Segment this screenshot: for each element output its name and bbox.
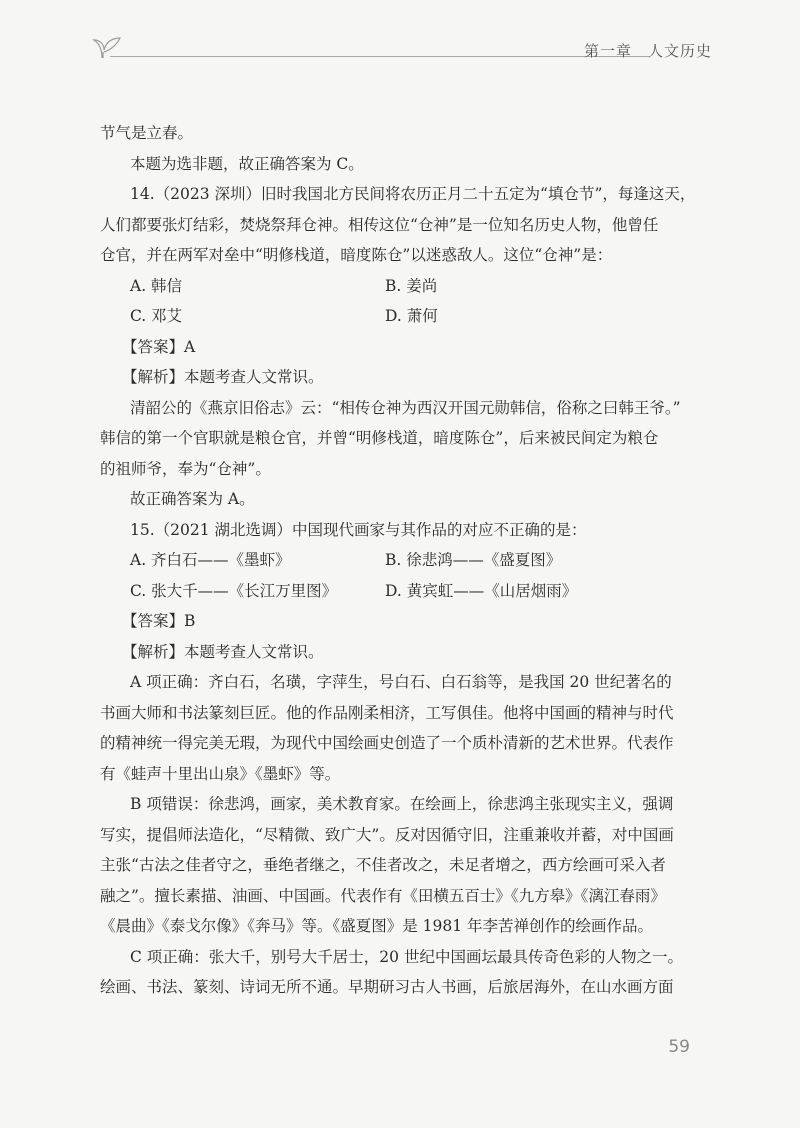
- option-c: C. 邓艾: [130, 307, 183, 325]
- text-line: 的祖师爷，奉为“仓神”。: [100, 459, 271, 478]
- text-line: B 项错误：徐悲鸿，画家，美术教育家。在绘画上，徐悲鸿主张现实主义，强调: [130, 795, 674, 813]
- text-line: 《晨曲》《泰戈尔像》《奔马》等。《盛夏图》是 1981 年李苦禅创作的绘画作品。: [100, 917, 654, 935]
- option-d: D. 黄宾虹——《山居烟雨》: [385, 581, 578, 600]
- text-line: 人们都要张灯结彩，焚烧祭拜仓神。相传这位“仓神”是一位知名历史人物，他曾任: [100, 215, 659, 234]
- option-c: C. 张大千——《长江万里图》: [130, 581, 338, 600]
- text-line: 有《蛙声十里出山泉》《墨虾》等。: [100, 764, 341, 783]
- text-line: 韩信的第一个官职就是粮仓官，并曾“明修栈道，暗度陈仓”，后来被民间定为粮仓: [100, 429, 659, 447]
- text-line: 节气是立春。: [100, 124, 194, 142]
- text-line: 的精神统一得完美无瑕，为现代中国绘画史创造了一个质朴清新的艺术世界。代表作: [100, 734, 674, 752]
- option-row: [100, 576, 700, 607]
- analysis-label: 【解析】本题考查人文常识。: [122, 642, 324, 661]
- header-rule: [110, 56, 650, 57]
- analysis-label: 【解析】本题考查人文常识。: [122, 368, 324, 386]
- page-content: [100, 118, 700, 1003]
- page-number: 59: [668, 1037, 690, 1057]
- option-row: [100, 271, 700, 302]
- question-14: 14.（2023 深圳）旧时我国北方民间将农历正月二十五定为“填仓节”，每逢这天，: [130, 185, 696, 203]
- text-line: 写实，提倡师法造化，“尽精微、致广大”。反对因循守旧，注重兼收并蓄，对中国画: [100, 825, 674, 844]
- text-line: A 项正确：齐白石，名璜，字萍生，号白石、白石翁等，是我国 20 世纪著名的: [130, 673, 672, 691]
- option-row: [100, 301, 700, 332]
- question-15: 15.（2021 湖北选调）中国现代画家与其作品的对应不正确的是：: [130, 520, 587, 539]
- text-line: 绘画、书法、篆刻、诗词无所不通。早期研习古人书画，后旅居海外，在山水画方面: [100, 978, 674, 996]
- text-line: 清韶公的《燕京旧俗志》云：“相传仓神为西汉开国元勋韩信，俗称之曰韩王爷。”: [130, 398, 681, 417]
- page-header: [92, 32, 712, 72]
- option-b: B. 姜尚: [385, 276, 438, 295]
- text-line: 本题为选非题，故正确答案为 C。: [130, 154, 364, 173]
- option-a: A. 齐白石——《墨虾》: [130, 551, 291, 569]
- text-line: 仓官，并在两军对垒中“明修栈道，暗度陈仓”以迷惑敌人。这位“仓神”是：: [100, 246, 613, 264]
- answer-label: 【答案】B: [122, 612, 196, 630]
- option-a: A. 韩信: [130, 276, 183, 295]
- option-b: B. 徐悲鸿——《盛夏图》: [385, 551, 562, 569]
- text-line: 故正确答案为 A。: [130, 490, 255, 508]
- text-line: 书画大师和书法篆刻巨匠。他的作品刚柔相济，工写俱佳。他将中国画的精神与时代: [100, 703, 674, 722]
- chapter-title: 第一章 人文历史: [583, 42, 712, 60]
- answer-label: 【答案】A: [122, 337, 196, 356]
- text-line: 融之”。擅长素描、油画、中国画。代表作有《田横五百士》《九方皋》《漓江春雨》: [100, 886, 666, 905]
- option-d: D. 萧何: [385, 307, 438, 325]
- option-row: [100, 545, 700, 576]
- text-line: 主张“古法之佳者守之，垂绝者继之，不佳者改之，未足者增之，西方绘画可采入者: [100, 856, 666, 874]
- text-line: C 项正确：张大千，别号大千居士，20 世纪中国画坛最具传奇色彩的人物之一。: [130, 947, 683, 966]
